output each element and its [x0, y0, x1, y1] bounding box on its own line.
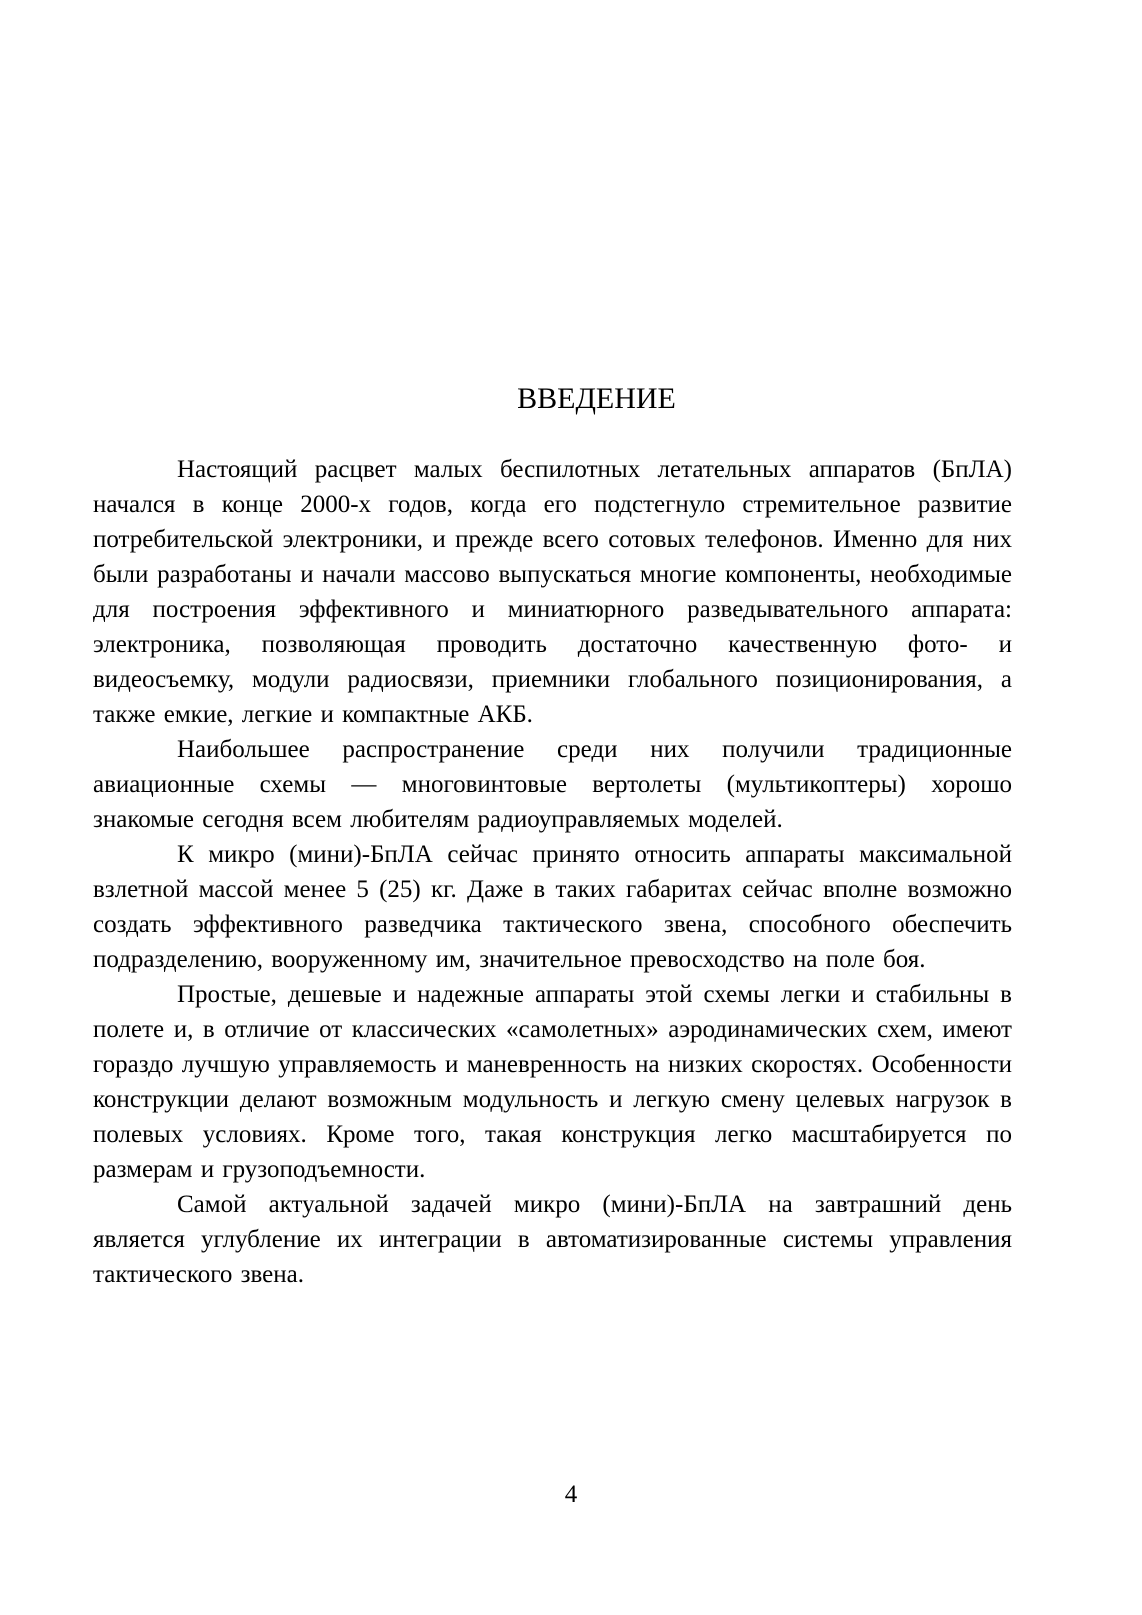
paragraph: Самой актуальной задачей микро (мини)-БпЛА на завтрашний день является углубление их интеграции в автоматизированные системы управления тактического звена. — [93, 1191, 1012, 1288]
paragraph: Наибольшее распространение среди них получили традиционные авиационные схемы — многовинтовые вертолеты (мультикоптеры) хорошо знакомые сегодня всем любителям радиоуправляемых моделей. — [93, 736, 1012, 833]
paragraph: Простые, дешевые и надежные аппараты этой схемы легки и стабильны в полете и, в отличие от классических «самолетных» аэродинамических схем, имеют гораздо лучшую управляемость и маневренность на низких скоростях. Особенности конструкции делают возможным модульность и легкую смену целевых нагрузок в полевых условиях. Кроме того, такая конструкция легко масштабируется по размерам и грузоподъемности. — [93, 981, 1012, 1183]
chapter-title: ВВЕДЕНИЕ — [517, 382, 676, 415]
paragraph: Настоящий расцвет малых беспилотных летательных аппаратов (БпЛА) начался в конце 2000-х годов, когда его подстегнуло стремительное развитие потребительской электроники, и прежде всего сотовых телефонов. Именно для них были разработаны и начали массово выпускаться многие компоненты, необходимые для построения эффективного и миниатюрного разведывательного аппарата: электроника, позволяющая проводить достаточно качественную фото- и видеосъемку, модули радиосвязи, приемники глобального позиционирования, а также емкие, легкие и компактные АКБ. — [93, 456, 1012, 728]
body-text — [93, 452, 1012, 1292]
paragraph: К микро (мини)-БпЛА сейчас принято относить аппараты максимальной взлетной массой менее 5 (25) кг. Даже в таких габаритах сейчас вполне возможно создать эффективного разведчика тактического звена, способного обеспечить подразделению, вооруженному им, значительное превосходство на поле боя. — [93, 841, 1012, 973]
page-number: 4 — [564, 1481, 578, 1508]
